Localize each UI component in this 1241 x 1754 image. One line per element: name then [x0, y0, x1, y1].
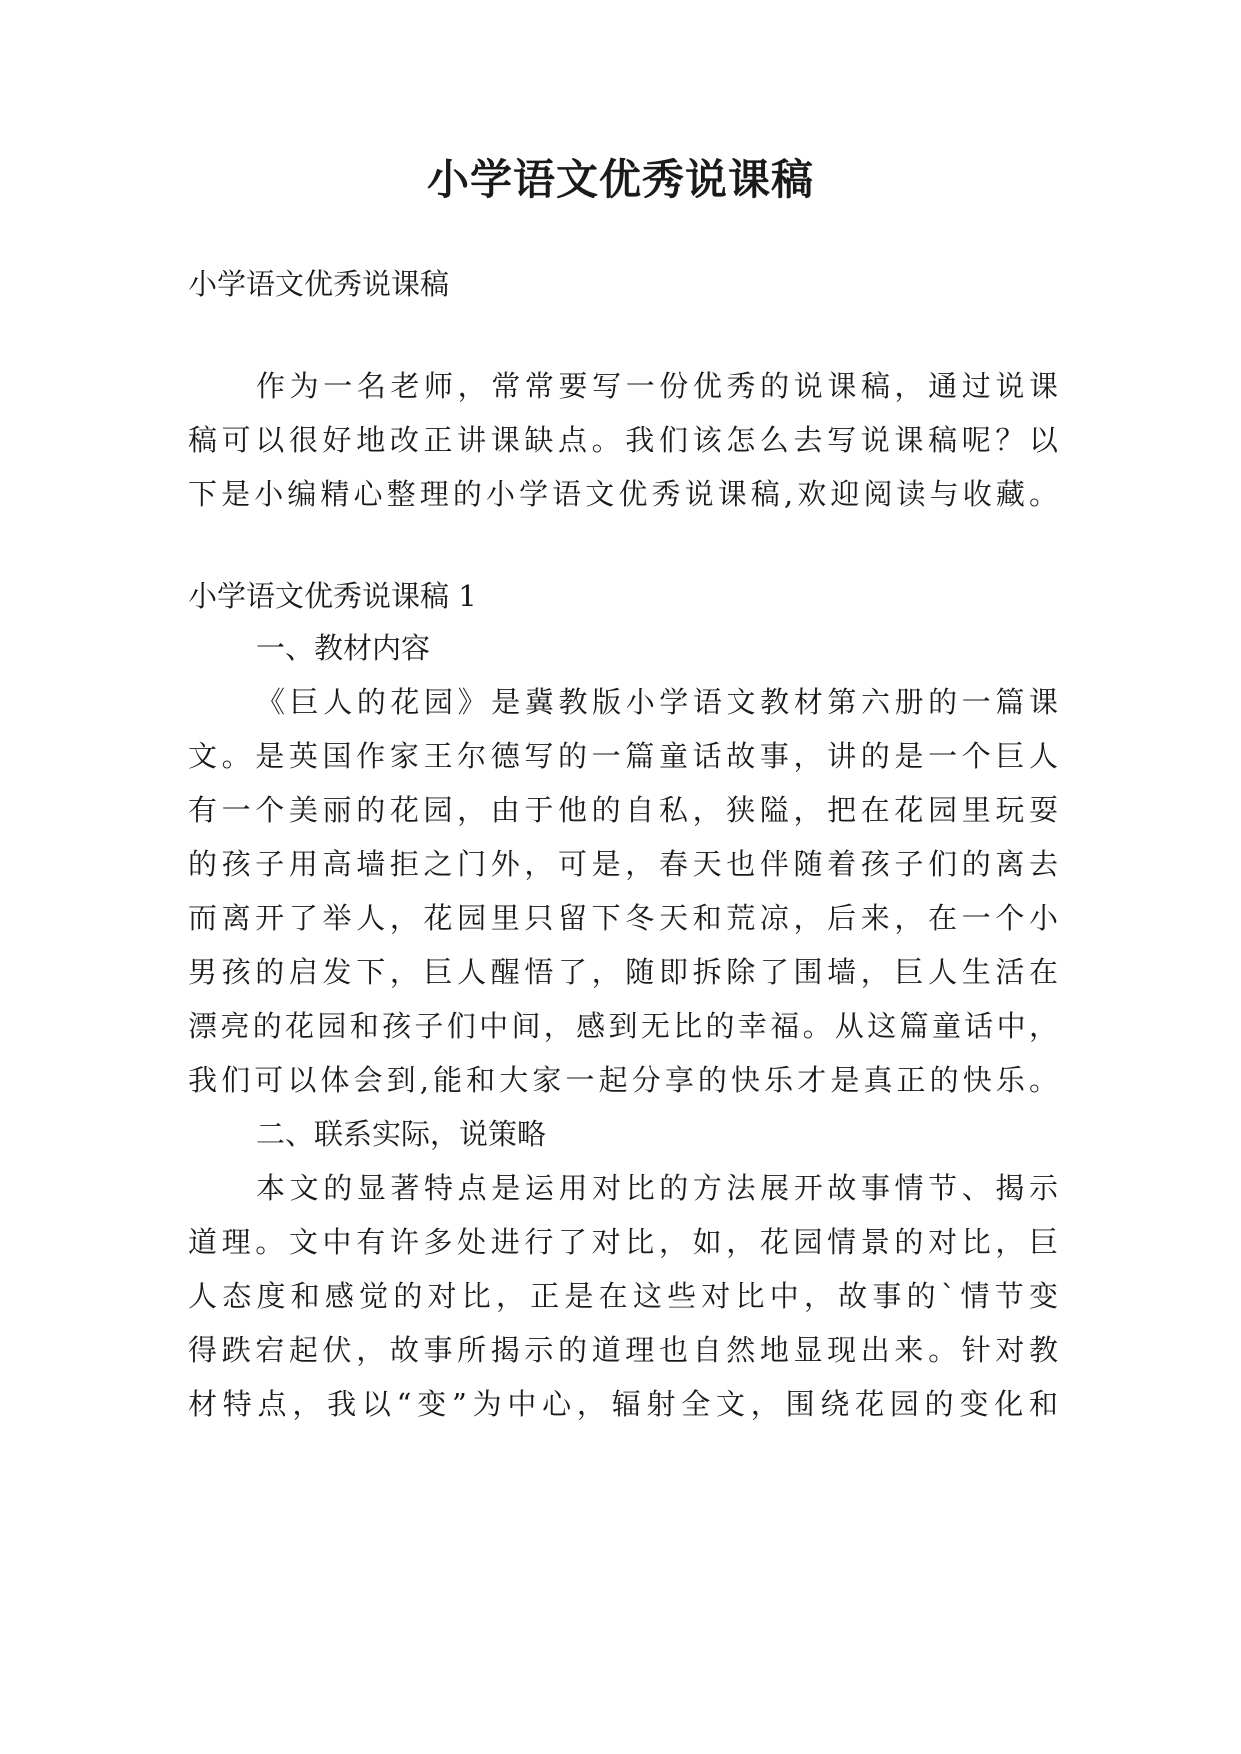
- paragraph-line: 材特点，我以“变”为中心，辐射全文，围绕花园的变化和: [188, 1387, 1058, 1421]
- paragraph-line: 文。是英国作家王尔德写的一篇童话故事，讲的是一个巨人: [188, 739, 1058, 773]
- paragraph-line: 有一个美丽的花园，由于他的自私，狭隘，把在花园里玩耍: [188, 793, 1058, 827]
- paragraph-line: 的孩子用高墙拒之门外，可是，春天也伴随着孩子们的离去: [188, 847, 1058, 881]
- paragraph-line: 男孩的启发下，巨人醒悟了，随即拆除了围墙，巨人生活在: [188, 955, 1058, 989]
- paragraph-line: 而离开了举人，花园里只留下冬天和荒凉，后来，在一个小: [188, 901, 1058, 935]
- paragraph-line: 得跌宕起伏，故事所揭示的道理也自然地显现出来。针对教: [188, 1333, 1058, 1367]
- paragraph-line: 我们可以体会到,能和大家一起分享的快乐才是真正的快乐。: [188, 1063, 1058, 1097]
- paragraph-line: 漂亮的花园和孩子们中间，感到无比的幸福。从这篇童话中，: [188, 1009, 1058, 1043]
- paragraph-line: 道理。文中有许多处进行了对比，如，花园情景的对比，巨: [188, 1225, 1058, 1259]
- paragraph-line: 人态度和感觉的对比，正是在这些对比中，故事的`情节变: [188, 1279, 1058, 1313]
- paragraph-line: 《巨人的花园》是冀教版小学语文教材第六册的一篇课: [256, 685, 1058, 719]
- document-subtitle: 小学语文优秀说课稿: [188, 267, 450, 301]
- intro-line: 下是小编精心整理的小学语文优秀说课稿,欢迎阅读与收藏。: [188, 477, 1058, 511]
- intro-line: 作为一名老师，常常要写一份优秀的说课稿，通过说课: [256, 369, 1058, 403]
- intro-line: 稿可以很好地改正讲课缺点。我们该怎么去写说课稿呢？以: [188, 423, 1058, 457]
- section-heading: 小学语文优秀说课稿 1: [188, 579, 477, 613]
- part2-heading: 二、联系实际，说策略: [256, 1117, 547, 1151]
- document-title: 小学语文优秀说课稿: [426, 155, 814, 204]
- paragraph-line: 本文的显著特点是运用对比的方法展开故事情节、揭示: [256, 1171, 1058, 1205]
- part1-heading: 一、教材内容: [256, 631, 431, 665]
